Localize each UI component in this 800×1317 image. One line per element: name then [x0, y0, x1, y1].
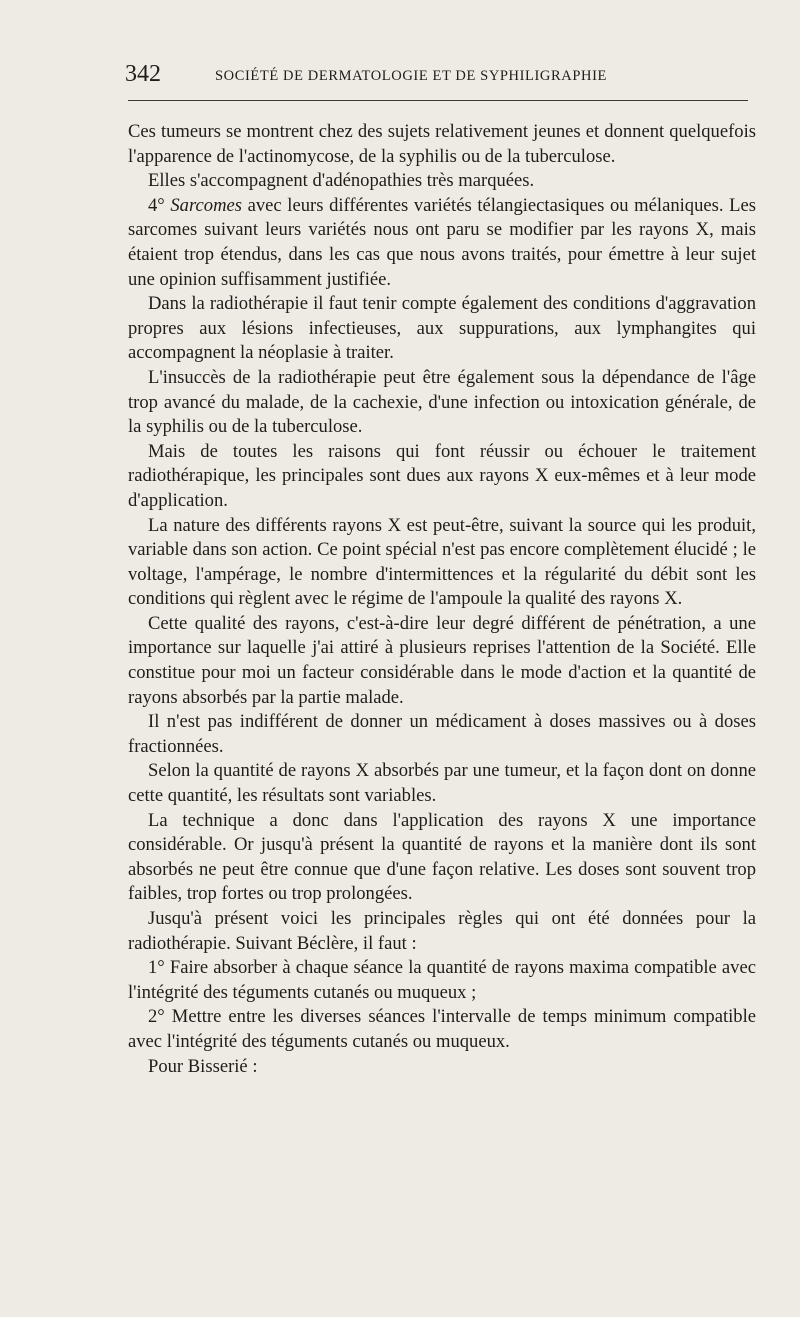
paragraph-sarcomes [128, 194, 756, 292]
paragraph-raisons: Mais de toutes les raisons qui font réussir ou échouer le traitement radiothérapique, les principales sont dues aux rayons X eux-mêmes et à leur mode d'application. [128, 440, 756, 511]
paragraph-adenopathies: Elles s'accompagnent d'adénopathies très marquées. [148, 170, 535, 192]
paragraph-aggravation: Dans la radiothérapie il faut tenir compte également des conditions d'aggravation propres aux lésions infectieuses, aux suppurations, aux lymphangites qui accompagnent la néoplasie à traiter. [128, 293, 756, 364]
paragraph-regles: Jusqu'à présent voici les principales règles qui ont été données pour la radiothérapie. Suivant Béclère, il faut : [128, 908, 756, 954]
paragraph-insucces: L'insuccès de la radiothérapie peut être également sous la dépendance de l'âge trop avancé du malade, de la cachexie, d'une infection ou intoxication générale, de la syphilis ou de la tuberculose. [128, 366, 756, 438]
paragraph-technique: La technique a donc dans l'application des rayons X une importance considérable. Or jusqu'à présent la quantité de rayons et la manière dont ils sont absorbés ne peut être connue que d'une façon relative. Les doses sont souvent trop faibles, trop fortes ou trop prolongées. [128, 809, 756, 905]
page-header [125, 60, 751, 92]
body-text [128, 120, 756, 1079]
paragraph-qualite-rayons: Cette qualité des rayons, c'est-à-dire leur degré différent de pénétration, a une importance sur laquelle j'ai attiré à plusieurs reprises l'attention de la Société. Elle constitue pour moi un facteur considérable dans le mode d'action et la quantité de rayons absorbés par la partie malade. [128, 612, 756, 708]
paragraph-nature-rayons: La nature des différents rayons X est peut-être, suivant la source qui les produit, variable dans son action. Ce point spécial n'est pas encore complètement élucidé ; le voltage, l'ampérage, le nombre d'intermittences et la régularité du débit sont les conditions qui règlent avec le régime de l'ampoule la qualité des rayons X. [128, 514, 756, 610]
paragraph-medicament: Il n'est pas indifférent de donner un médicament à doses massives ou à doses fractionnées. [128, 711, 756, 757]
paragraph-bisserie: Pour Bisserié : [148, 1055, 258, 1077]
paragraph-regle-1: 1° Faire absorber à chaque séance la quantité de rayons maxima compatible avec l'intégrité des téguments cutanés ou muqueux ; [128, 957, 756, 1003]
paragraph-sarcomes-term: Sarcomes [170, 194, 242, 216]
page-number: 342 [125, 61, 161, 87]
paragraph-tumeurs: Ces tumeurs se montrent chez des sujets relativement jeunes et donnent quelquefois l'apparence de l'actinomycose, de la syphilis ou de la tuberculose. [128, 121, 756, 167]
paragraph-quantite: Selon la quantité de rayons X absorbés par une tumeur, et la façon dont on donne cette quantité, les résultats sont variables. [128, 760, 756, 807]
paragraph-sarcomes-number: 4° [148, 194, 171, 216]
header-rule [128, 100, 748, 101]
paragraph-sarcomes-body: avec leurs différentes variétés télangiectasiques ou mélaniques. Les sarcomes suivant leurs variétés nous ont paru se modifier par les rayons X, mais étaient trop étendus, dans les cas que nous avons traités, pour émettre à leur sujet une opinion suffisamment justifiée. [128, 194, 756, 290]
paragraph-regle-2: 2° Mettre entre les diverses séances l'intervalle de temps minimum compatible avec l'intégrité des téguments cutanés ou muqueux. [128, 1006, 756, 1052]
running-title: SOCIÉTÉ DE DERMATOLOGIE ET DE SYPHILIGRAPHIE [215, 68, 607, 84]
